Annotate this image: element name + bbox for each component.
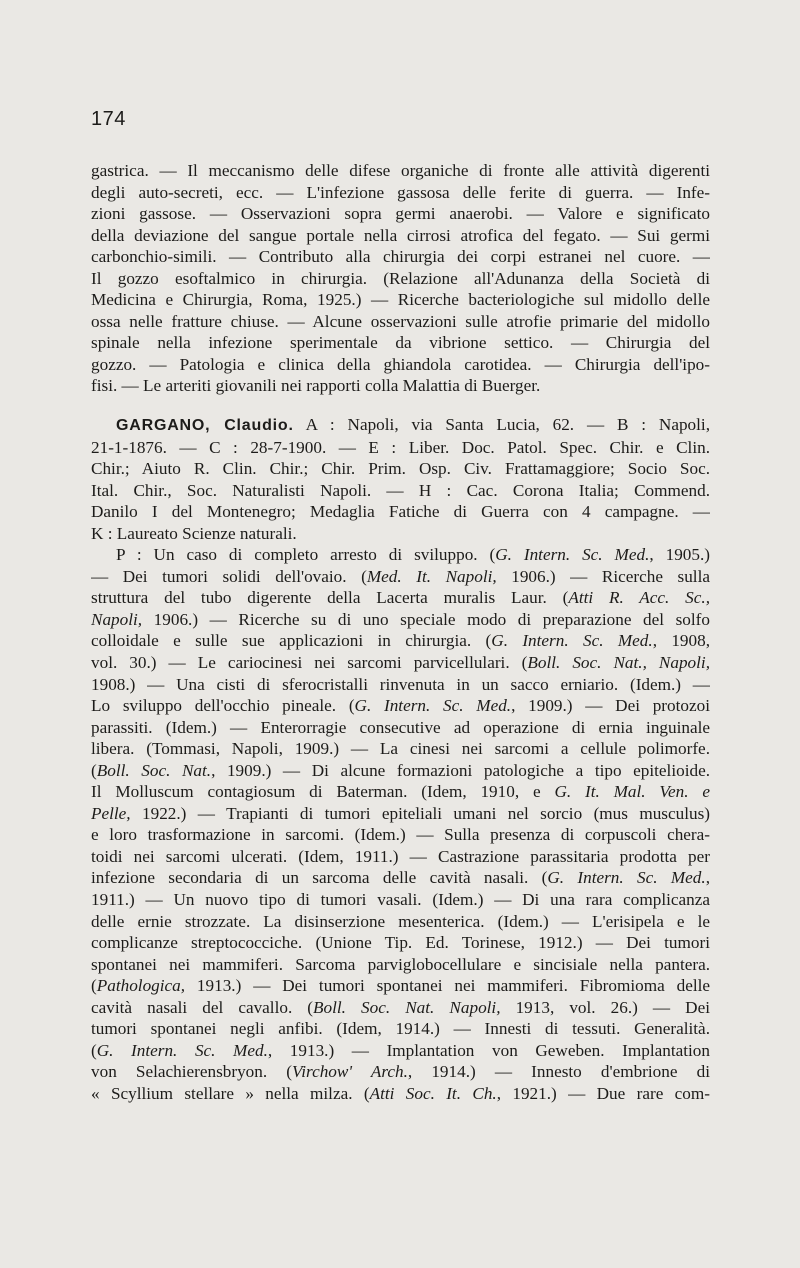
text-run: cavità nasali del cavallo. ( <box>91 997 314 1017</box>
text-run: von Selachierensbryon. ( <box>91 1062 293 1082</box>
text-line: della deviazione del sangue portale nella cirrosi atrofica del fegato. — Sui germi <box>91 225 710 245</box>
citation: G. Intern. Sc. Med. <box>491 631 653 651</box>
text-line <box>91 566 710 588</box>
entry-name: GARGANO, Claudio. <box>116 417 294 434</box>
text-run: , 1909.) — Di alcune formazioni patologiche a tipo epitelioide. <box>211 760 710 780</box>
text-line: fisi. — Le arteriti giovanili nei rapporti colla Malattia di Buerger. <box>91 376 541 396</box>
text-line: toidi nei sarcomi ulcerati. (Idem, 1911.) — Castrazione parassitaria prodotta per <box>91 846 710 866</box>
citation: G. Intern. Sc. Med. <box>547 868 706 888</box>
citation: G. Intern. Sc. Med. <box>96 1040 268 1060</box>
text-line <box>91 630 710 652</box>
text-run: 1922.) — Trapianti di tumori epiteliali umani nel sorcio (mus musculus) <box>130 803 710 823</box>
text-line: spontanei nei mammiferi. Sarcoma parviglobocellulare e sincisiale nella pantera. <box>91 954 710 974</box>
text-line: degli auto-secreti, ecc. — L'infezione gassosa delle ferite di guerra. — Infe- <box>91 182 710 202</box>
text-line: delle ernie strozzate. La disinserzione mesenterica. (Idem.) — L'erisipela e le <box>91 911 710 931</box>
text-run: Il Molluscum contagiosum di Baterman. (Idem, 1910, e <box>91 782 555 802</box>
text-line: zioni gassose. — Osservazioni sopra germi anaerobi. — Valore e significato <box>91 204 710 224</box>
text-line: libera. (Tommasi, Napoli, 1909.) — La cinesi nei sarcomi a cellule polimorfe. <box>91 739 710 759</box>
text-run: struttura del tubo digerente della Lacerta muralis Laur. ( <box>91 588 569 608</box>
text-run: 1913, vol. 26.) — Dei <box>500 997 710 1017</box>
page-number: 174 <box>91 108 126 130</box>
text-run: ( <box>91 1040 97 1060</box>
citation: Napoli, <box>91 609 143 629</box>
text-line: K : Laureato Scienze naturali. <box>91 523 297 543</box>
citation: Pathologica, <box>96 976 186 996</box>
text-line: spinale nella infezione sperimentale da vibrione settico. — Chirurgia del <box>91 333 710 353</box>
citation: Boll. Soc. Nat. <box>96 760 212 780</box>
text-line: Il gozzo esoftalmico in chirurgia. (Relazione all'Adunanza della Società di <box>91 268 710 288</box>
text-line <box>91 997 710 1019</box>
text-line: gastrica. — Il meccanismo delle difese organiche di fronte alle attività digerenti <box>91 161 710 180</box>
text-line <box>91 1040 710 1062</box>
text-run: 1906.) — Ricerche su di uno speciale modo di preparazione del solfo <box>142 609 710 629</box>
citation: Atti R. Acc. Sc., <box>568 588 710 608</box>
citation: Virchow' Arch. <box>292 1062 408 1082</box>
text-line: Chir.; Aiuto R. Clin. Chir.; Chir. Prim. Osp. Civ. Frattamaggiore; Socio Soc. <box>91 459 710 479</box>
text-run: 1906.) — Ricerche sulla <box>496 566 710 586</box>
text-line: 1911.) — Un nuovo tipo di tumori vasali. (Idem.) — Di una rara complicanza <box>91 890 710 910</box>
citation: Atti Soc. It. Ch. <box>369 1083 497 1103</box>
text-line <box>91 695 710 717</box>
text-line <box>91 803 710 825</box>
text-line <box>91 1061 710 1083</box>
text-run: , 1921.) — Due rare com- <box>496 1083 710 1103</box>
text-run: , 1905.) <box>649 545 710 565</box>
text-line: 21-1-1876. — C : 28-7-1900. — E : Liber. Doc. Patol. Spec. Chir. e Clin. <box>91 437 710 457</box>
text-line: gozzo. — Patologia e clinica della ghiandola carotidea. — Chirurgia dell'ipo- <box>91 354 710 374</box>
text-run: — Dei tumori solidi dell'ovaio. ( <box>91 566 367 586</box>
text-line: Ital. Chir., Soc. Naturalisti Napoli. — H : Cac. Corona Italia; Commend. <box>91 480 710 500</box>
entry-first-line: A : Napoli, via Santa Lucia, 62. — B : Napoli, <box>293 415 710 434</box>
entry-heading-line <box>91 414 710 437</box>
text-run: , 1914.) — Innesto d'embrione di <box>407 1062 710 1082</box>
citation: Med. It. Napoli, <box>366 566 497 586</box>
citation: G. It. Mal. Ven. e <box>554 782 710 802</box>
text-run: colloidale e sulle sue applicazioni in chirurgia. ( <box>91 631 492 651</box>
text-line: ossa nelle fratture chiuse. — Alcune osservazioni sulle atrofie primarie del midollo <box>91 311 710 331</box>
text-line <box>91 544 710 566</box>
text-run: infezione secondaria di un sarcoma delle cavità nasali. ( <box>91 868 548 888</box>
citation: G. Intern. Sc. Med. <box>354 696 512 716</box>
text-line <box>91 760 710 782</box>
text-run: ( <box>91 760 97 780</box>
entry-gargano <box>91 414 710 1105</box>
text-line: parassiti. (Idem.) — Enterorragie consecutive ad operazione di ernia inguinale <box>91 717 710 737</box>
text-line <box>91 587 710 609</box>
text-line <box>91 652 710 674</box>
text-run: , 1908, <box>652 631 710 651</box>
text-line: e loro trasformazione in sarcomi. (Idem.) — Sulla presenza di corpuscoli chera- <box>91 825 710 845</box>
text-run: , 1909.) — Dei protozoi <box>511 696 710 716</box>
citation: Boll. Soc. Nat. Napoli, <box>313 997 501 1017</box>
citation: G. Intern. Sc. Med. <box>495 545 650 565</box>
text-line <box>91 975 710 997</box>
text-line <box>91 1083 710 1105</box>
text-line: Danilo I del Montenegro; Medaglia Fatiche di Guerra con 4 campagne. — <box>91 502 710 522</box>
text-line <box>91 609 710 631</box>
text-run: « Scyllium stellare » nella milza. ( <box>91 1083 370 1103</box>
text-run: P : Un caso di completo arresto di sviluppo. ( <box>116 545 496 565</box>
text-run: vol. 30.) — Le cariocinesi nei sarcomi parvicellulari. ( <box>91 653 528 673</box>
text-run: , <box>705 868 710 888</box>
text-line: tumori spontanei negli anfibi. (Idem, 1914.) — Innesti di tessuti. Generalità. <box>91 1019 710 1039</box>
text-line: complicanze streptococciche. (Unione Tip. Ed. Torinese, 1912.) — Dei tumori <box>91 933 710 953</box>
text-run: , 1913.) — Implantation von Geweben. Implantation <box>267 1040 710 1060</box>
text-line <box>91 867 710 889</box>
text-line: Medicina e Chirurgia, Roma, 1925.) — Ricerche bacteriologiche sul midollo delle <box>91 290 710 310</box>
text-run: ( <box>91 976 97 996</box>
text-line: carbonchio-simili. — Contributo alla chirurgia dei corpi estranei nel cuore. — <box>91 247 710 267</box>
citation: Pelle, <box>91 803 131 823</box>
text-line: 1908.) — Una cisti di sferocristalli rinvenuta in un sacco erniario. (Idem.) — <box>91 674 710 694</box>
citation: Boll. Soc. Nat., Napoli, <box>527 653 710 673</box>
text-run: 1913.) — Dei tumori spontanei nei mammiferi. Fibromioma delle <box>185 976 710 996</box>
text-run: Lo sviluppo dell'occhio pineale. ( <box>91 696 355 716</box>
paragraph-previous-entry <box>91 160 710 397</box>
text-line <box>91 781 710 803</box>
